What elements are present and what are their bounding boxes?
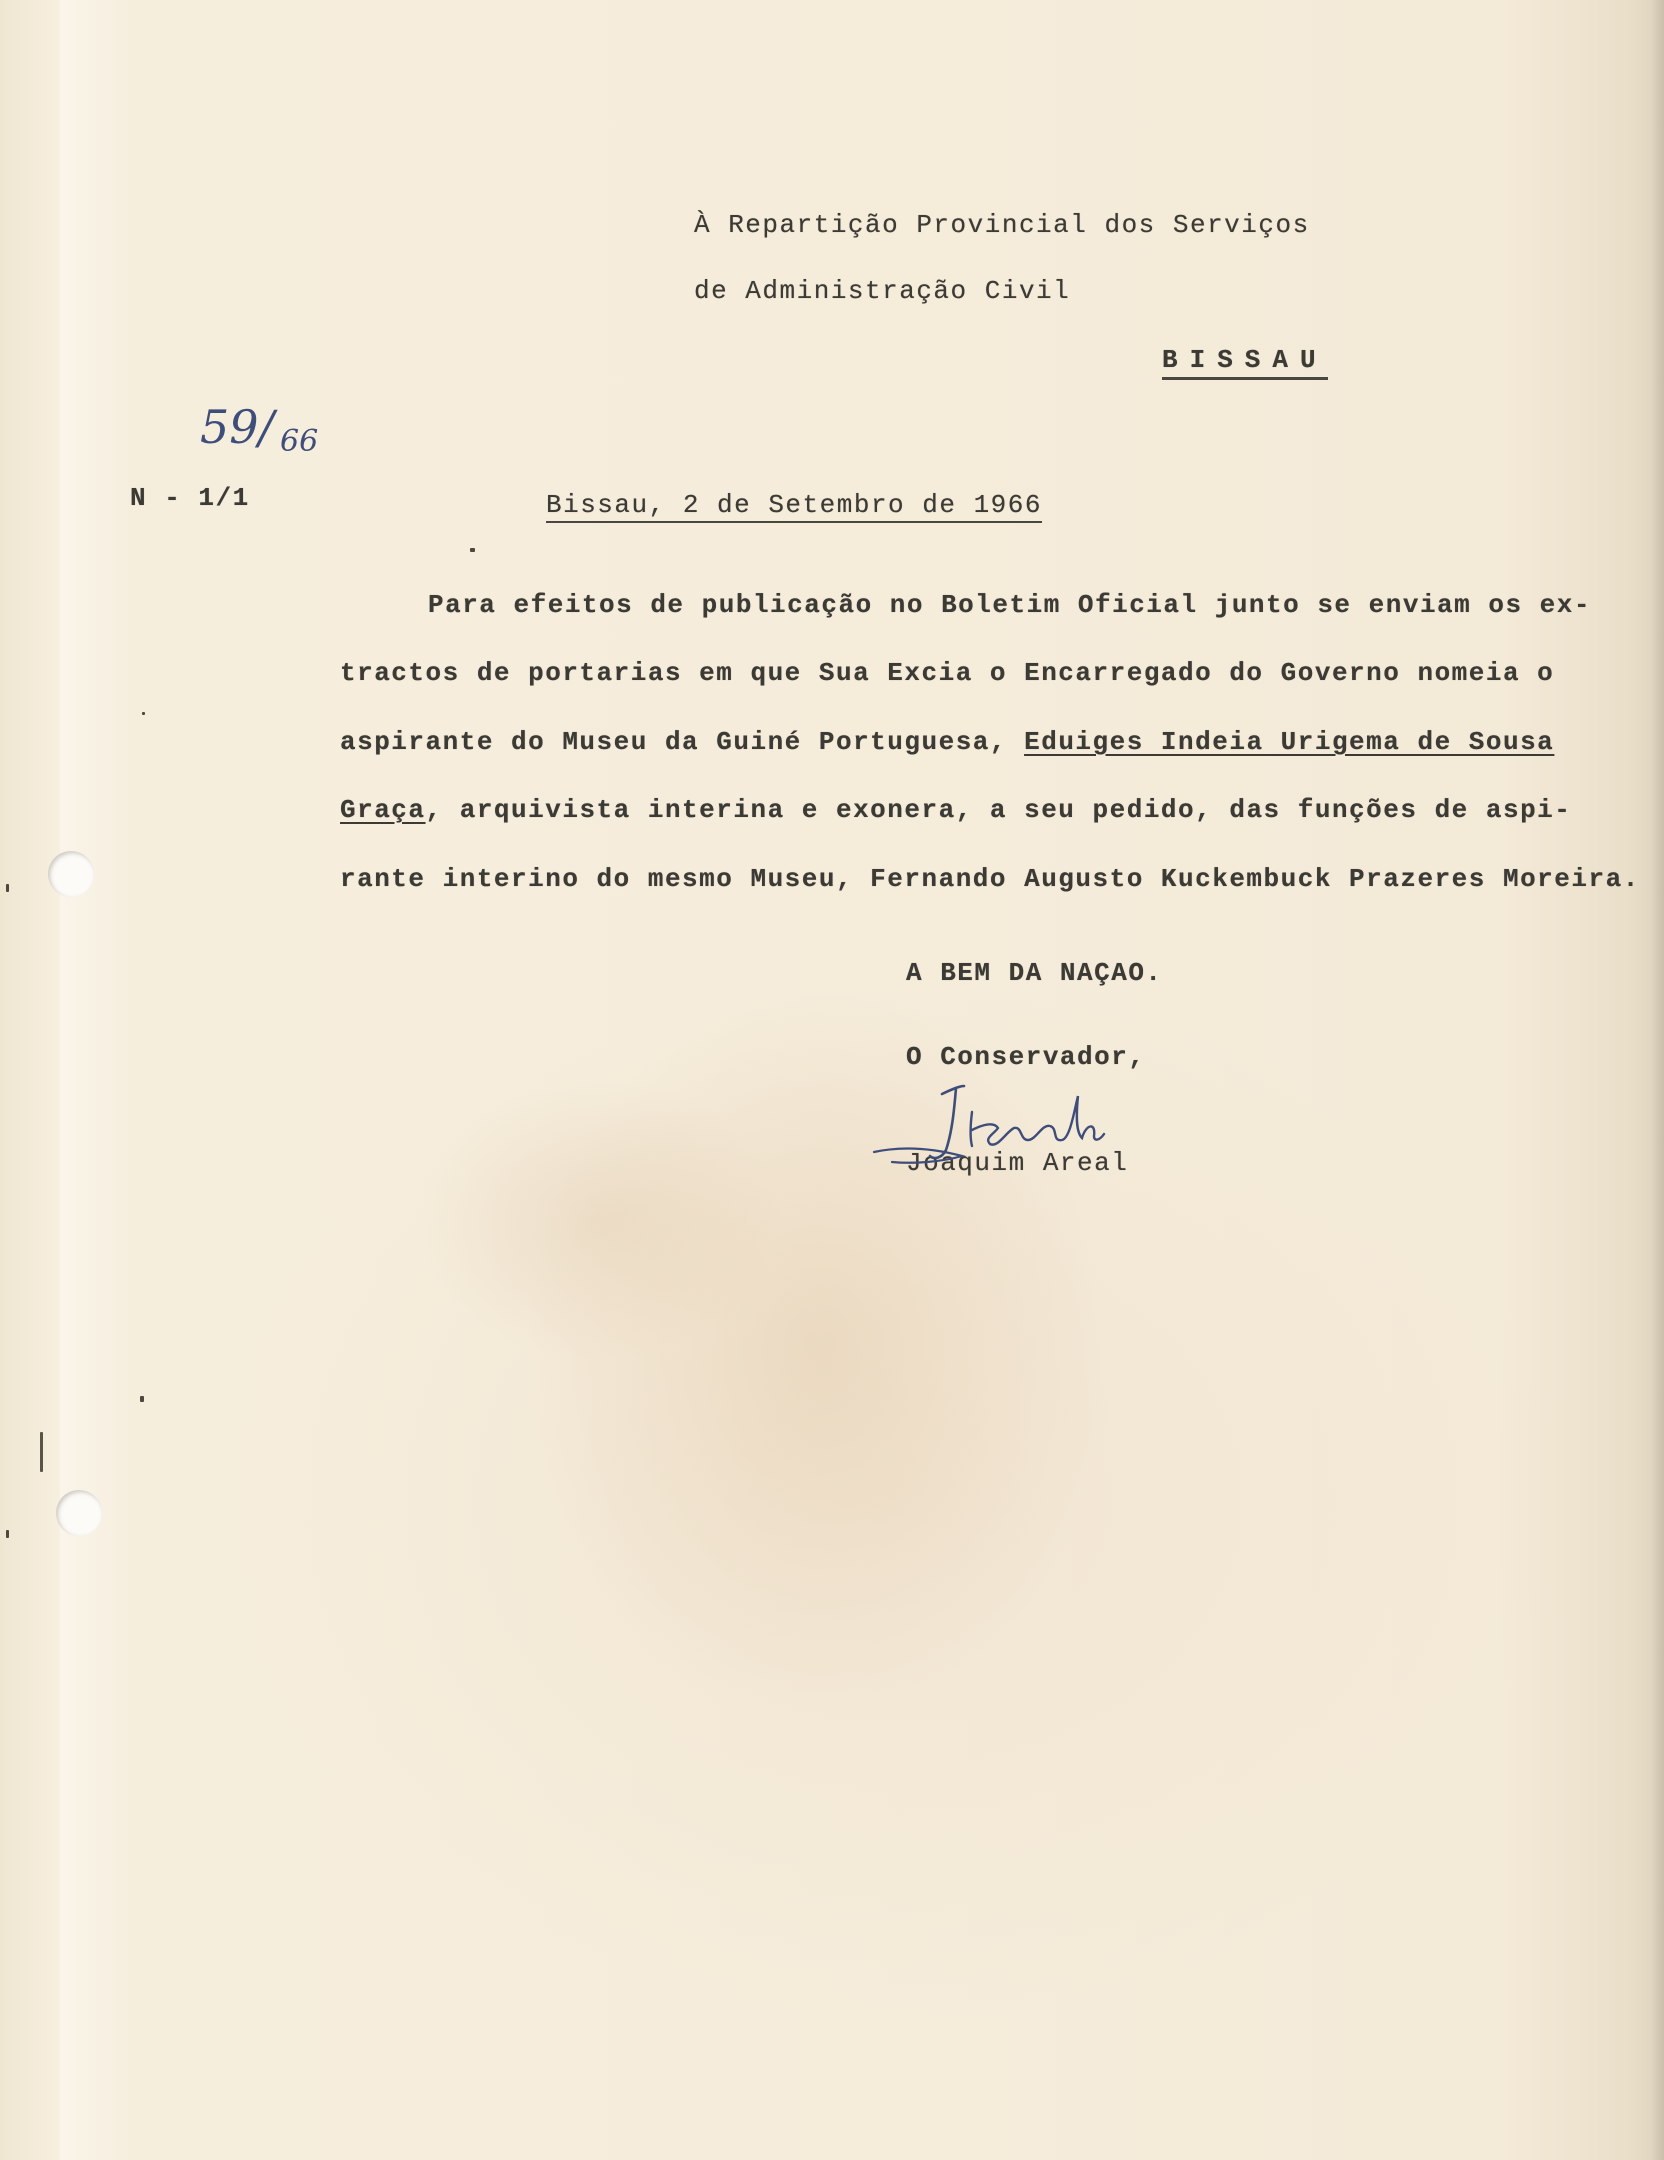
handwritten-signature (872, 1072, 1152, 1182)
ink-speck (142, 712, 145, 715)
ink-speck (140, 1396, 144, 1402)
appointee-name-part-1: Eduiges Indeia Urigema de Sousa (1024, 727, 1555, 757)
signatory-name: Joaquim Areal (906, 1148, 1129, 1178)
addressee-line-2: de Administração Civil (694, 276, 1071, 306)
margin-mark (6, 1530, 9, 1538)
body-line-3-text: aspirante do Museu da Guiné Portuguesa, (340, 727, 1025, 757)
margin-mark (40, 1432, 43, 1472)
handwritten-number-minor: 66 (280, 424, 319, 459)
signatory-title: O Conservador, (906, 1042, 1146, 1072)
handwritten-document-number (200, 400, 320, 476)
punch-hole-lower (56, 1490, 102, 1536)
body-line-2: tractos de portarias em que Sua Excia o Encarregado do Governo nomeia o (340, 658, 1555, 688)
body-line-3 (340, 727, 1554, 757)
addressee-line-1: À Repartição Provincial dos Serviços (694, 210, 1310, 240)
punch-hole-upper (48, 851, 94, 897)
body-line-4 (340, 795, 1571, 825)
closing-salutation: A BEM DA NAÇAO. (906, 958, 1163, 988)
body-line-5: rante interino do mesmo Museu, Fernando Augusto Kuckembuck Prazeres Moreira. (340, 864, 1640, 894)
body-line-4-text: , arquivista interina e exonera, a seu pedido, das funções de aspi- (425, 795, 1572, 825)
paper-fold-shading (60, 0, 130, 2160)
paper-edge-shading (1650, 0, 1664, 2160)
appointee-name-part-2: Graça (340, 795, 426, 825)
file-reference: N - 1/1 (130, 483, 250, 513)
document-date: Bissau, 2 de Setembro de 1966 (546, 490, 1042, 523)
margin-mark (6, 884, 9, 892)
addressee-city: BISSAU (1162, 345, 1328, 380)
body-line-1: Para efeitos de publicação no Boletim Oficial junto se enviam os ex- (428, 590, 1591, 620)
ink-speck (470, 548, 475, 552)
handwritten-number-major: 59/ (200, 400, 275, 454)
